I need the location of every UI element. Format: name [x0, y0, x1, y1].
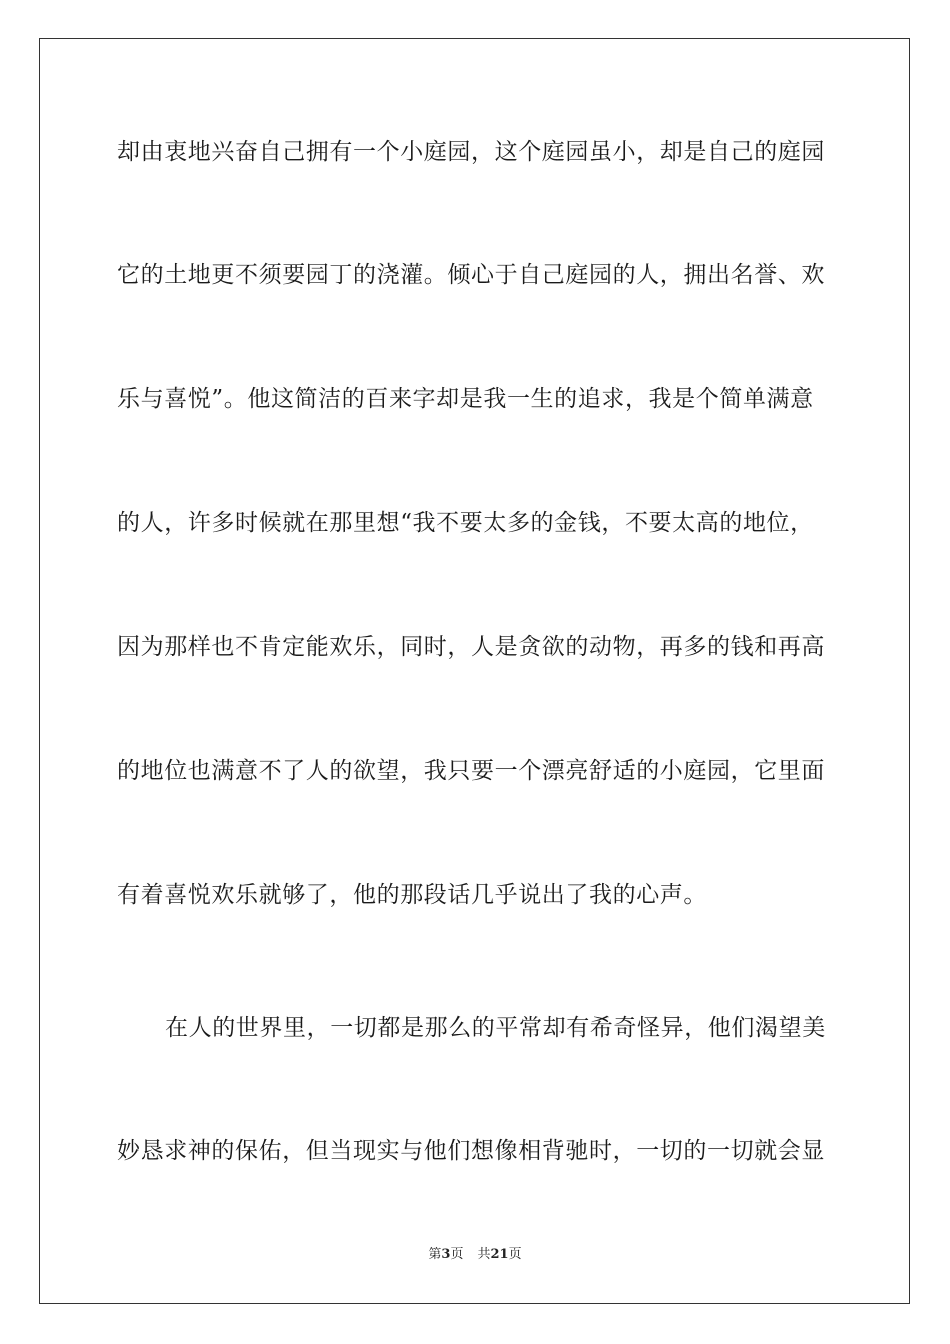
body-text-line-1: 却由衷地兴奋自己拥有一个小庭园，这个庭园虽小，却是自己的庭园	[117, 139, 825, 165]
page-label-prefix: 第	[428, 1247, 442, 1262]
body-text-line-6: 的地位也满意不了人的欲望，我只要一个漂亮舒适的小庭园，它里面	[117, 758, 825, 784]
page-border	[39, 38, 910, 1304]
total-label-prefix: 共	[477, 1247, 491, 1262]
page-number: 3	[441, 1247, 451, 1262]
total-label-suffix: 页	[508, 1247, 522, 1262]
paragraph-first-line: 在人的世界里，一切都是那么的平常却有希奇怪异，他们渴望美	[165, 1015, 826, 1041]
total-pages: 21	[490, 1247, 509, 1262]
page-footer	[0, 1246, 950, 1264]
body-text-line-5: 因为那样也不肯定能欢乐，同时，人是贪欲的动物，再多的钱和再高	[117, 634, 825, 660]
body-text-line-2: 它的土地更不须要园丁的浇灌。倾心于自己庭园的人，拥出名誉、欢	[117, 262, 825, 288]
body-text-line-9: 妙恳求神的保佑，但当现实与他们想像相背驰时，一切的一切就会显	[117, 1138, 825, 1164]
body-text-line-3: 乐与喜悦”。他这简洁的百来字却是我一生的追求，我是个简单满意	[117, 386, 814, 412]
body-text-line-4: 的人，许多时候就在那里想“我不要太多的金钱，不要太高的地位，	[117, 510, 814, 536]
page-label-suffix: 页	[450, 1247, 464, 1262]
body-text-line-7: 有着喜悦欢乐就够了，他的那段话几乎说出了我的心声。	[117, 882, 707, 908]
